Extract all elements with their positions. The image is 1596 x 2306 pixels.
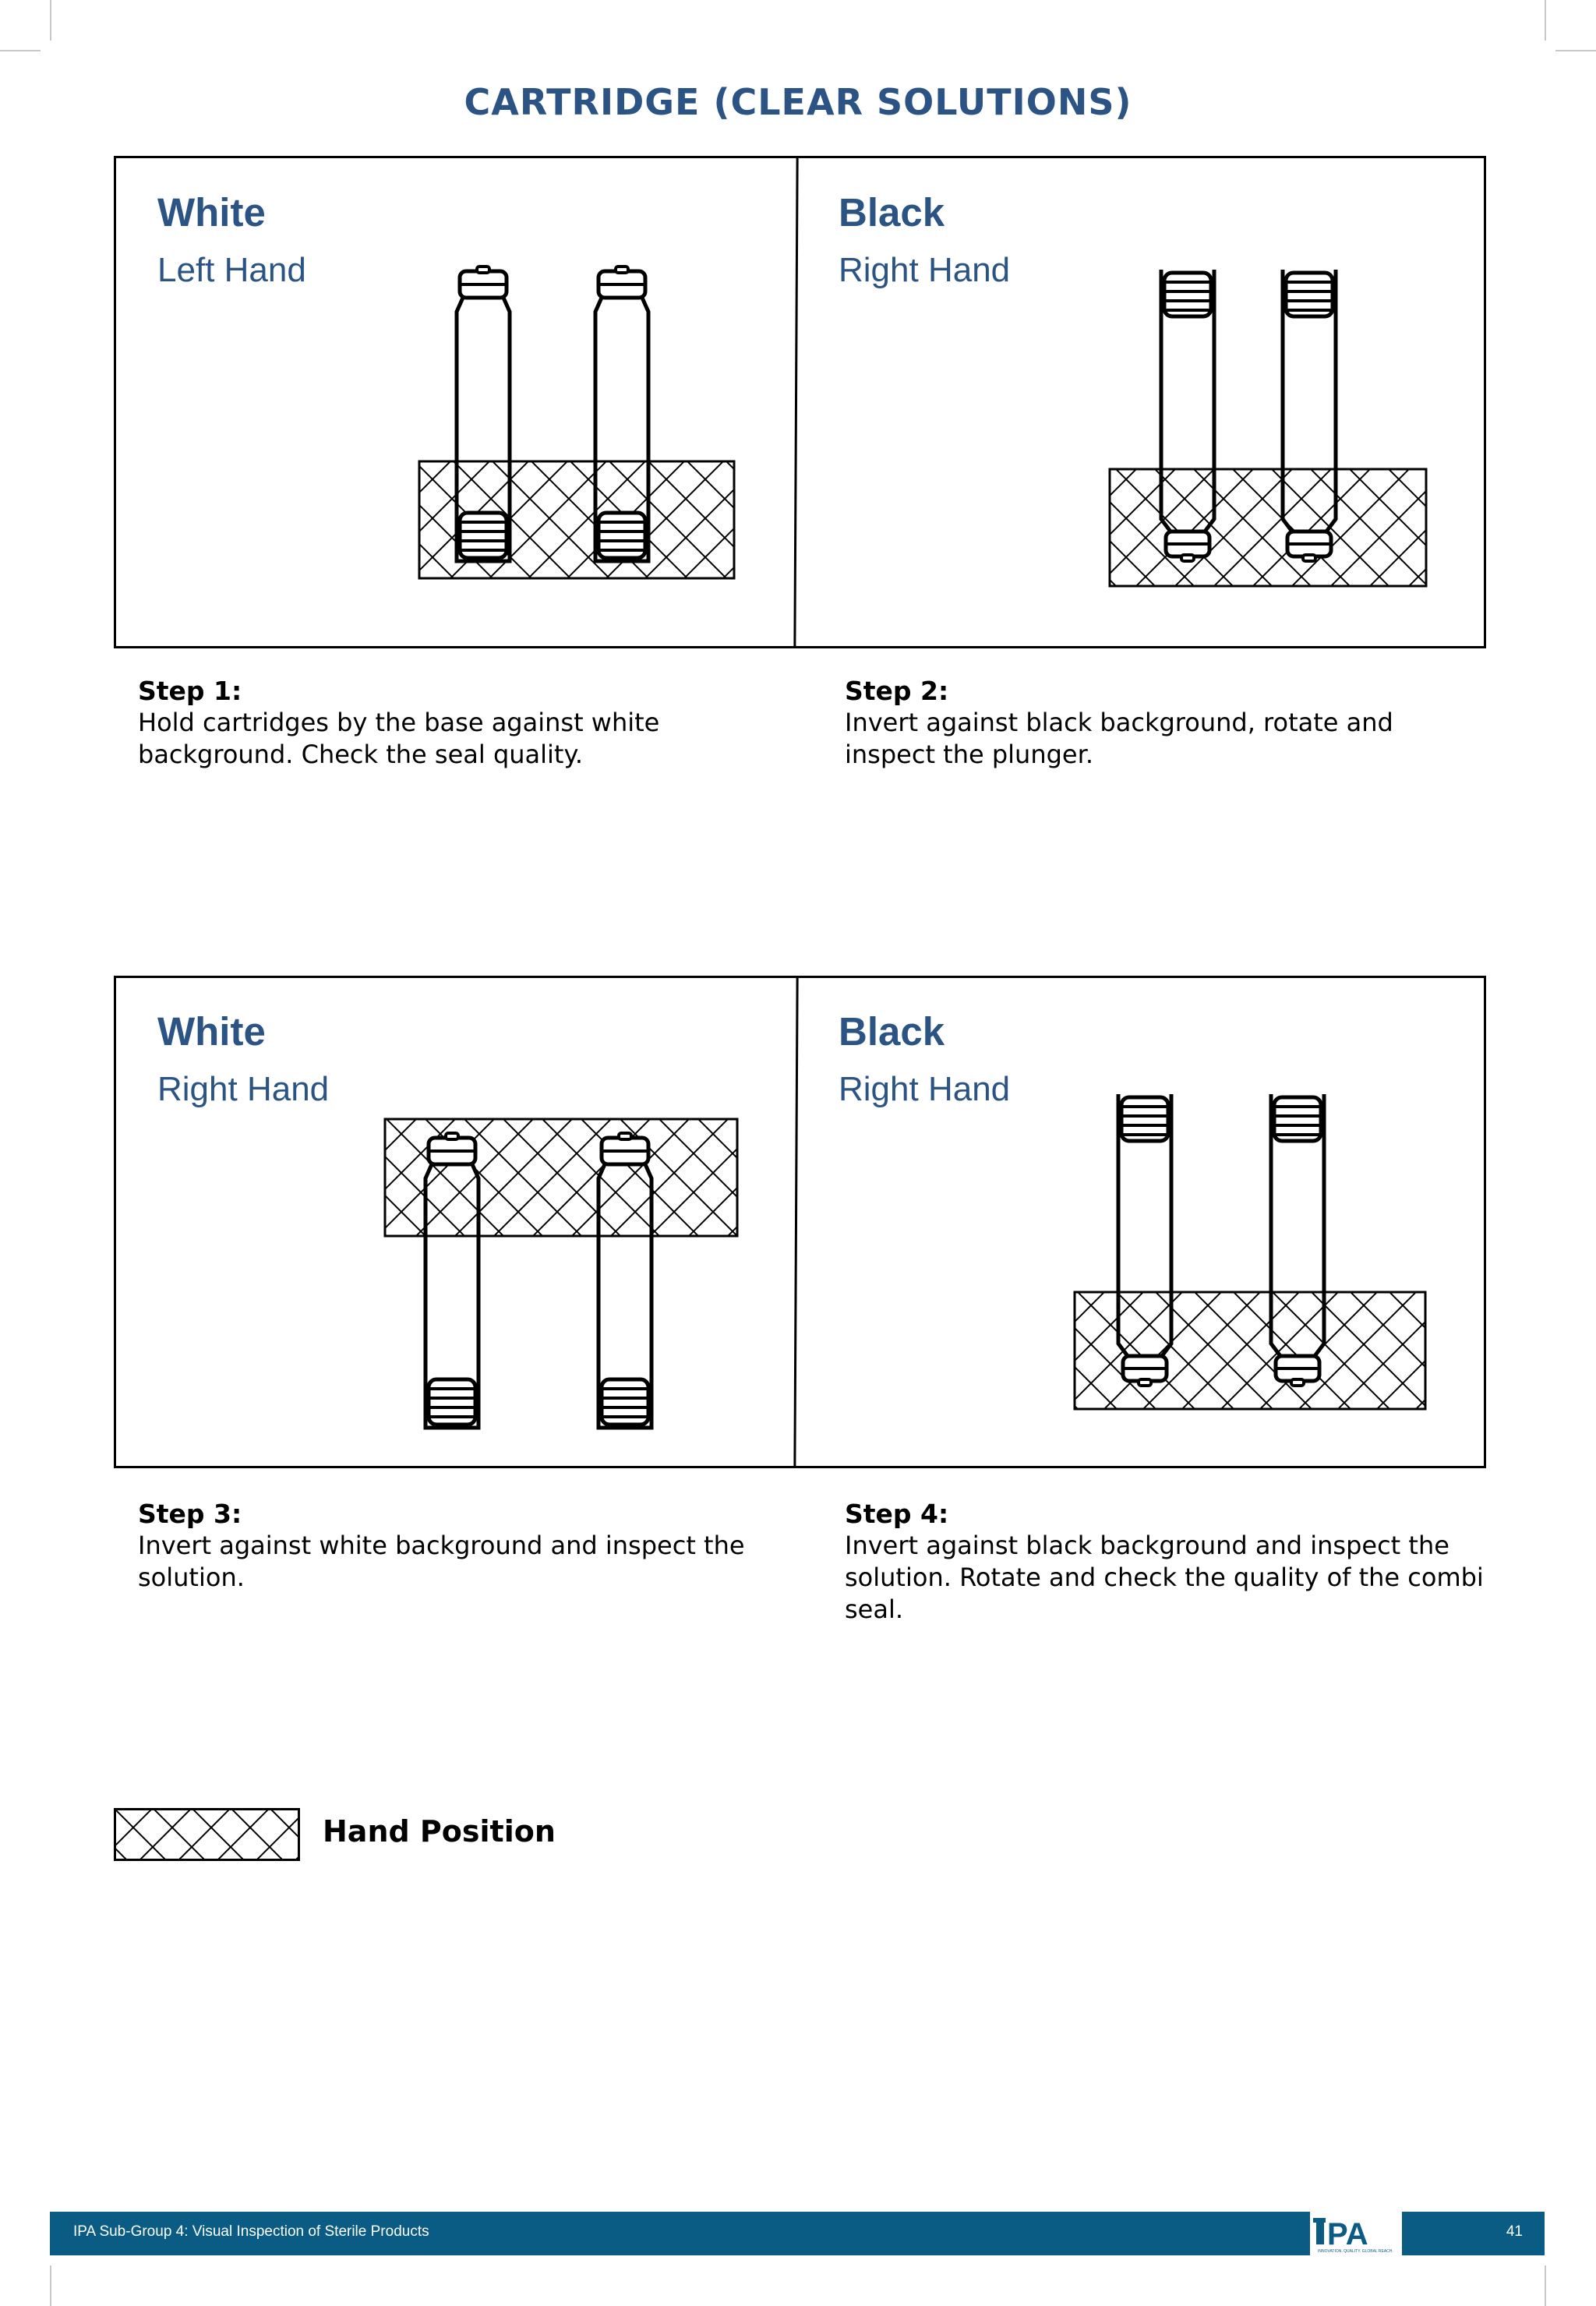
step-text: Invert against white background and inspect the solution.	[138, 1531, 745, 1592]
cartridge-inverted-icon	[1107, 265, 1434, 592]
panel-heading: Black	[839, 190, 945, 235]
step-3	[138, 1498, 777, 1594]
step-2	[845, 675, 1484, 771]
step-4	[845, 1498, 1484, 1626]
page-number: 41	[1506, 2223, 1523, 2240]
svg-text:PA: PA	[1327, 2217, 1368, 2251]
hand-position-hatch-icon	[114, 1808, 301, 1861]
footer-bar	[50, 2212, 1545, 2255]
panel-heading: White	[157, 1009, 266, 1054]
cartridge-inverted-icon	[1072, 1091, 1430, 1418]
legend-label: Hand Position	[323, 1814, 556, 1849]
panel-hand: Right Hand	[839, 1070, 1011, 1108]
step-label: Step 4:	[845, 1499, 949, 1529]
crop-mark	[0, 50, 41, 51]
step-label: Step 2:	[845, 676, 949, 706]
step-text: Invert against black background and inspect the solution. Rotate and check the quality of the combi seal.	[845, 1531, 1484, 1624]
crop-mark	[1545, 2265, 1546, 2306]
panel-hand: Right Hand	[157, 1070, 330, 1108]
panel-heading: White	[157, 190, 266, 235]
crop-mark	[50, 0, 51, 41]
panel-hand: Right Hand	[839, 251, 1011, 289]
cartridge-upright-icon	[413, 265, 740, 584]
page-title: CARTRIDGE (CLEAR SOLUTIONS)	[464, 81, 1132, 123]
crop-mark	[50, 2265, 51, 2306]
cartridge-upright-icon	[382, 1114, 740, 1434]
step-label: Step 3:	[138, 1499, 242, 1529]
step-1	[138, 675, 777, 771]
step-text: Invert against black background, rotate and inspect the plunger.	[845, 708, 1393, 769]
step-text: Hold cartridges by the base against white background. Check the seal quality.	[138, 708, 660, 769]
footer-title: IPA Sub-Group 4: Visual Inspection of Sterile Products	[73, 2223, 429, 2240]
step-label: Step 1:	[138, 676, 242, 706]
ipa-logo	[1310, 2212, 1402, 2255]
panel-hand: Left Hand	[157, 251, 306, 289]
crop-mark	[1545, 0, 1546, 41]
logo-tagline: INNOVATION. QUALITY. GLOBAL REACH.	[1318, 2249, 1393, 2254]
panel-heading: Black	[839, 1009, 945, 1054]
crop-mark	[1555, 50, 1596, 51]
